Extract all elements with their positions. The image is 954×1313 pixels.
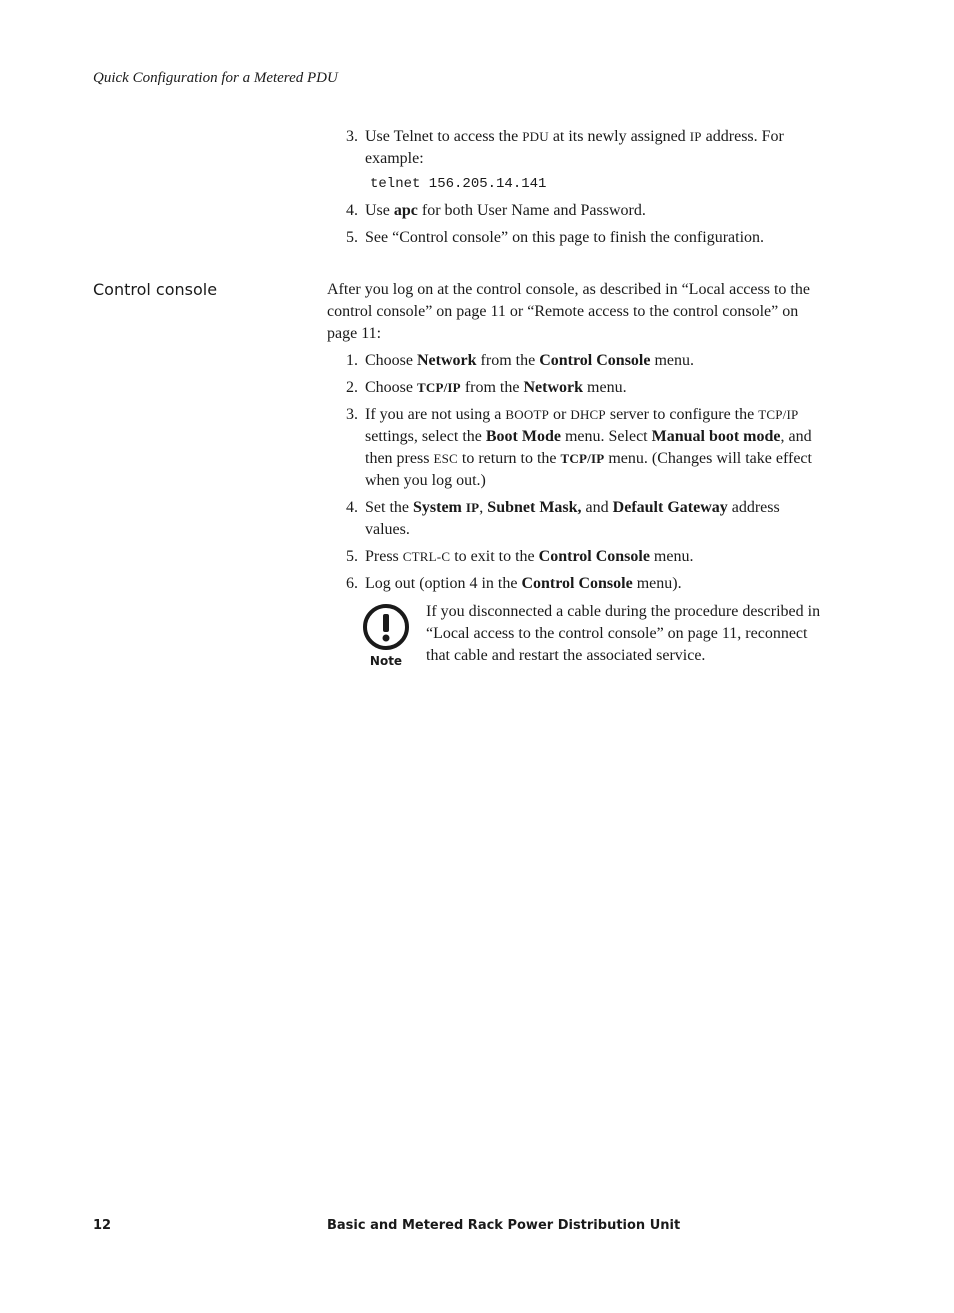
footer-title: Basic and Metered Rack Power Distribution Unit [327, 1218, 681, 1233]
note-icon-block [360, 604, 412, 668]
list-item: 6. Log out (option 4 in the Control Console menu). [346, 575, 682, 592]
list-item: 1. Choose Network from the Control Console menu. [346, 352, 695, 369]
list-item: 3. Use Telnet to access the PDU at its newly assigned IP address. For example: telnet 156.205.14.141 [327, 126, 827, 195]
list-item: 4. Set the System IP, Subnet Mask, and Default Gateway address values. [346, 499, 780, 538]
list-item: 5. Press CTRL-C to exit to the Control Console menu. [346, 548, 694, 565]
top-steps-list [327, 126, 827, 254]
note-label: Note [369, 654, 403, 668]
code-sample: telnet 156.205.14.141 [370, 176, 547, 192]
list-item: 3. If you are not using a BOOTP or DHCP server to configure the TCP/IP settings, select the Boot Mode menu. Select Manual boot mode, and then press ESC to return to the TCP/IP menu. (Changes will take effect when you log out.) [346, 406, 812, 489]
list-item: 2. Choose TCP/IP from the Network menu. [346, 379, 627, 396]
list-item: 5. See “Control console” on this page to finish the configuration. [346, 229, 765, 246]
page-number: 12 [93, 1218, 112, 1233]
exclamation-icon [361, 604, 411, 650]
running-head: Quick Configuration for a Metered PDU [93, 70, 338, 86]
section-heading: Control console [93, 280, 218, 299]
control-console-steps [327, 350, 827, 600]
note-text: If you disconnected a cable during the procedure described in “Local access to the control console” on page 11, reconnect that cable and restart the associated service. [426, 603, 821, 664]
section-intro: After you log on at the control console, as described in “Local access to the control console” on page 11 or “Remote access to the control console” on page 11: [327, 281, 810, 342]
list-item: 4. Use apc for both User Name and Password. [346, 202, 646, 219]
